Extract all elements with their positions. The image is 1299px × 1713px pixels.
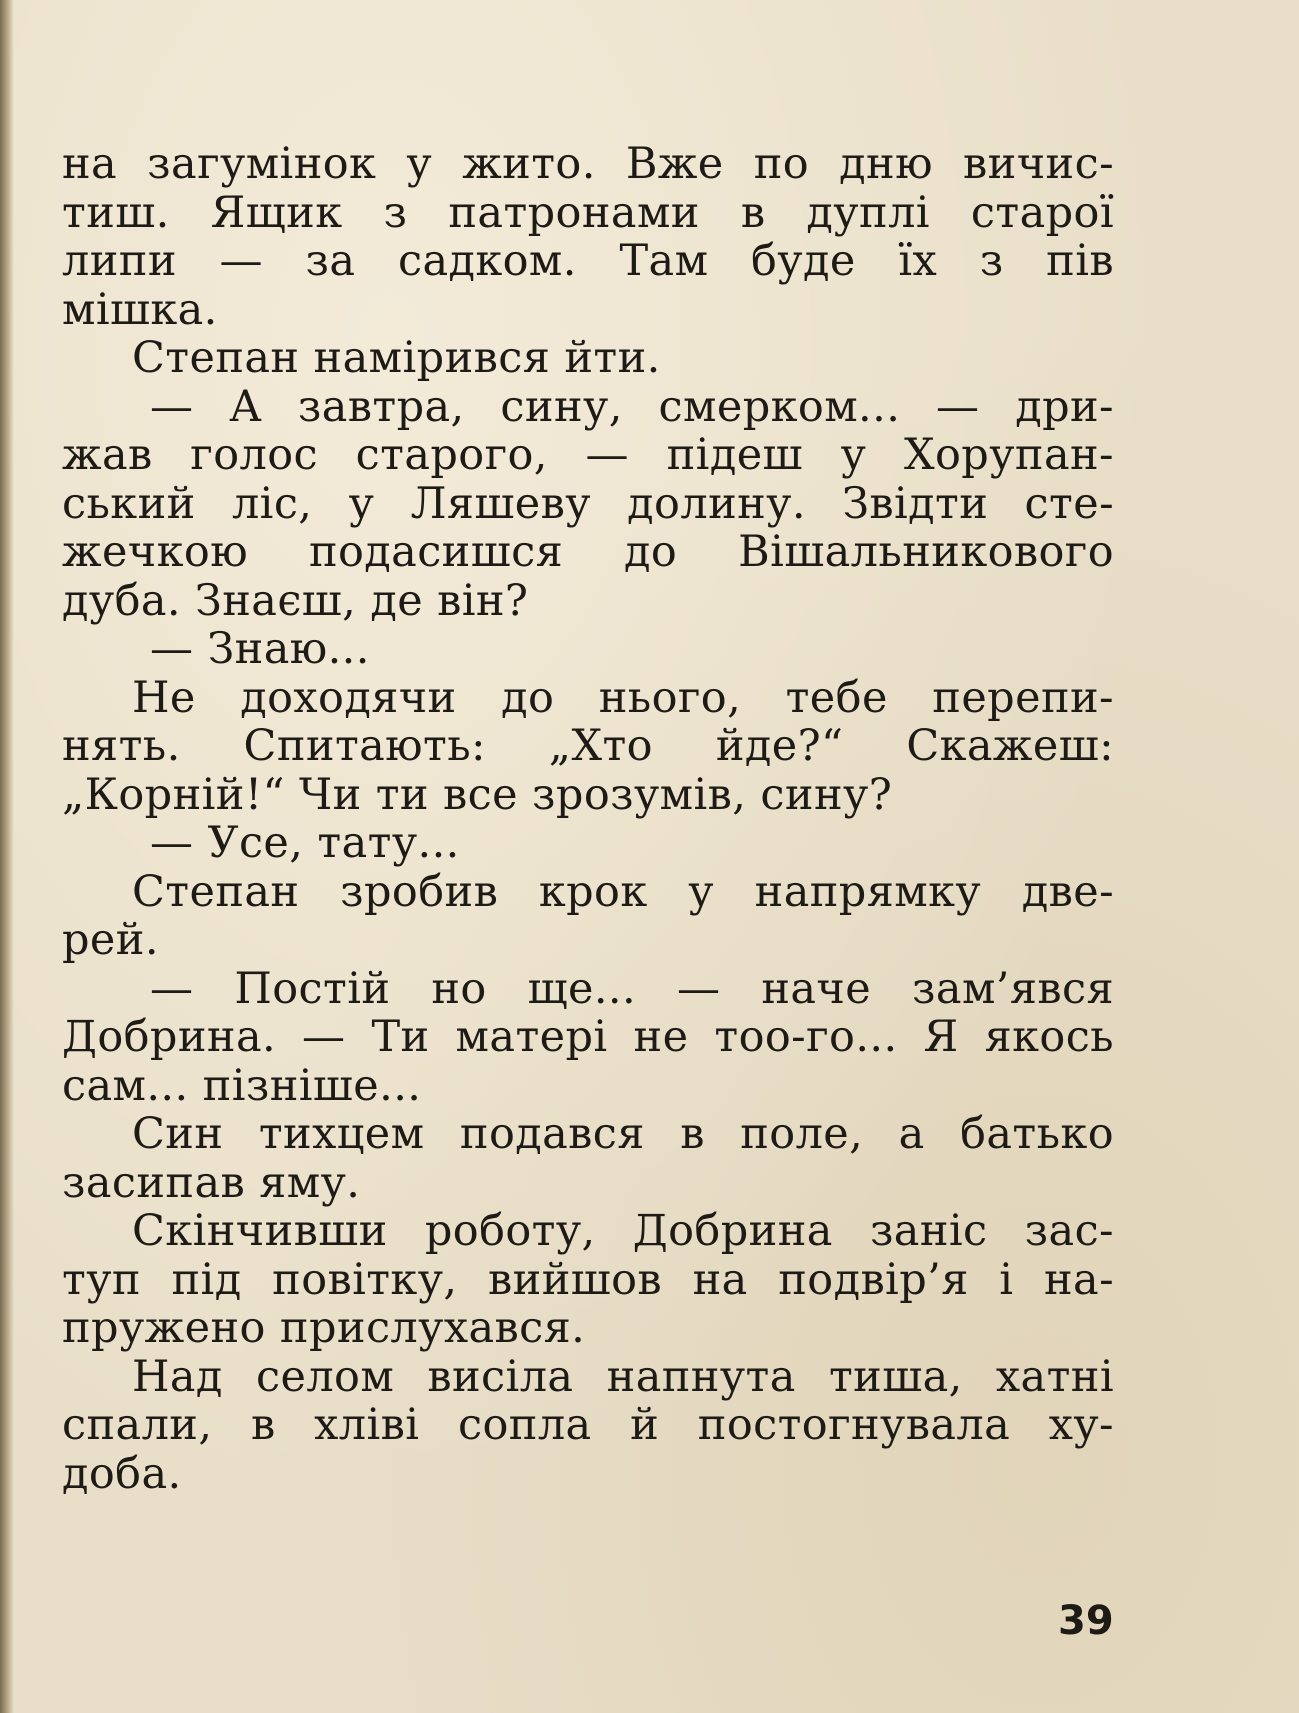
text-line: „Корній!“ Чи ти все зрозумів, сину? [62, 769, 893, 820]
text-line: на загумінок у жито. Вже по дню вичис- [62, 139, 1114, 189]
text-line: — Знаю... [150, 624, 370, 674]
text-line: тиш. Ящик з патронами в дуплі старої [62, 187, 1114, 238]
text-line: туп під повітку, вийшов на подвір’я і на- [62, 1254, 1114, 1305]
text-line: — А завтра, сину, смерком... — дри- [150, 381, 1114, 432]
text-line: Не доходячи до нього, тебе перепи- [132, 672, 1114, 723]
text-line: нять. Спитають: „Хто йде?“ Скажеш: [62, 721, 1114, 771]
text-line: сам... пізніше... [62, 1060, 422, 1111]
text-line: Над селом висіла напнута тиша, хатні [132, 1351, 1114, 1402]
text-line: спали, в хліві сопла й постогнувала ху- [62, 1400, 1114, 1450]
text-line: Степан зробив крок у напрямку две- [132, 866, 1114, 917]
text-line: пружено прислухався. [62, 1303, 586, 1353]
text-line: Добрина. — Ти матері не тоо-го... Я якось [62, 1012, 1114, 1062]
text-line: дуба. Знаєш, де він? [62, 575, 529, 626]
text-line: ський ліс, у Ляшеву долину. Звідти сте- [62, 478, 1114, 529]
text-line: жечкою подасишся до Вішальникового [62, 527, 1114, 577]
text-line: мішка. [62, 284, 218, 335]
text-line: жав голос старого, — підеш у Хорупан- [62, 430, 1114, 480]
text-line: Син тихцем подався в поле, а батько [132, 1109, 1114, 1159]
text-line: — Постій но ще... — наче зам’явся [150, 963, 1114, 1014]
text-line: Скінчивши роботу, Добрина заніс зас- [132, 1206, 1114, 1256]
page-binding-edge [0, 0, 14, 1713]
text-line: засипав яму. [62, 1157, 361, 1208]
text-line: Степан намірився йти. [132, 333, 661, 383]
text-line: рей. [62, 915, 159, 965]
text-line: — Усе, тату... [150, 818, 460, 868]
text-line: липи — за садком. Там буде їх з пів [62, 236, 1114, 286]
text-line: доба. [62, 1448, 182, 1499]
page-number: 39 [1058, 1598, 1114, 1644]
page-body-text [62, 140, 1114, 1498]
